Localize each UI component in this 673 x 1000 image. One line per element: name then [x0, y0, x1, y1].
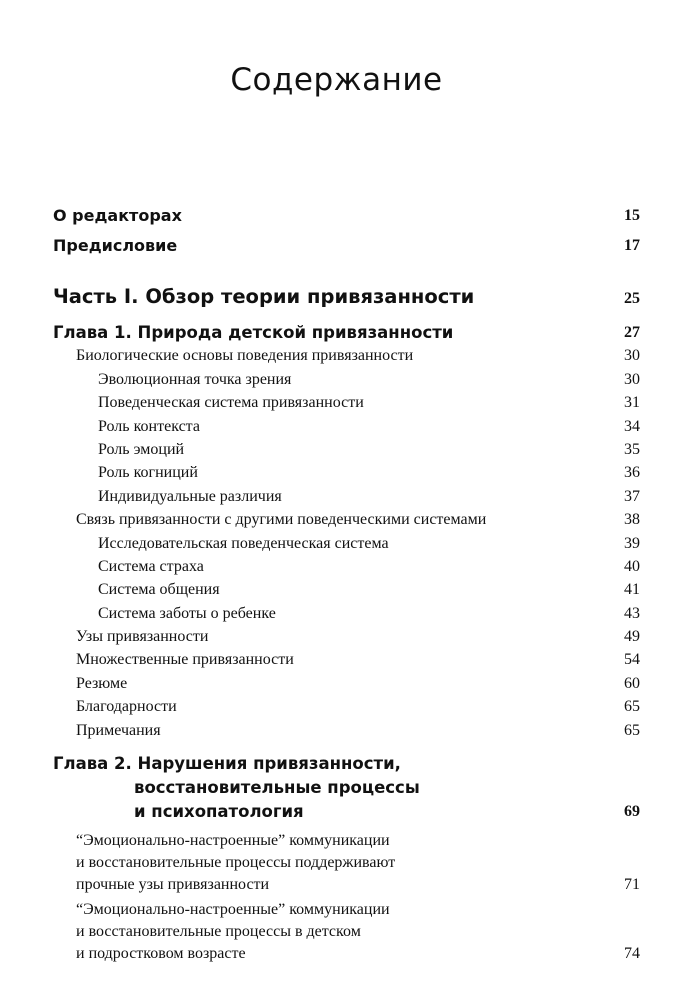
toc-page-number: 71 [624, 875, 640, 893]
toc-section-label: Множественные привязанности [76, 651, 294, 669]
toc-entry-label: О редакторах [53, 206, 182, 225]
toc-page-number: 54 [624, 651, 640, 669]
toc-subsection-label: Система страха [98, 557, 204, 575]
toc-page-number: 43 [624, 604, 640, 622]
toc-entry-preface[interactable] [53, 225, 640, 255]
toc-subsection-label: Эволюционная точка зрения [98, 370, 292, 388]
toc-page-number: 49 [624, 628, 640, 646]
toc-page-number: 65 [624, 698, 640, 716]
toc-section-label [76, 899, 390, 965]
toc-subsection-label: Индивидуальные различия [98, 487, 282, 505]
toc-section-label-line: “Эмоционально-настроенные” коммуникации [76, 831, 390, 849]
toc-section[interactable] [53, 669, 640, 692]
chapter-2-entries [53, 830, 640, 965]
toc-subsection[interactable] [53, 459, 640, 482]
toc-subsection-label: Роль эмоций [98, 440, 185, 458]
toc-section[interactable] [53, 506, 640, 529]
toc-page-number: 27 [624, 324, 640, 341]
toc-chapter-label [53, 752, 420, 824]
toc-page-number: 31 [624, 394, 640, 412]
toc-page-number: 34 [624, 417, 640, 435]
toc-page-number: 35 [624, 440, 640, 458]
toc-section[interactable] [53, 623, 640, 646]
toc-page-number: 65 [624, 721, 640, 739]
toc-subsection[interactable] [53, 482, 640, 505]
toc-section[interactable] [53, 830, 640, 896]
toc-section-label: Узы привязанности [76, 628, 209, 646]
toc-chapter-label-line: и психопатология [134, 801, 304, 821]
toc-section[interactable] [53, 693, 640, 716]
toc-section[interactable] [53, 342, 640, 365]
toc-subsection[interactable] [53, 529, 640, 552]
toc-subsection[interactable] [53, 389, 640, 412]
toc-section-label-line: и восстановительные процессы поддерживают [76, 853, 396, 871]
toc-subsection-label: Роль когниций [98, 464, 198, 482]
toc-page-number: 17 [624, 237, 640, 254]
toc-section-label [76, 830, 395, 896]
toc-subsection[interactable] [53, 599, 640, 622]
toc-chapter-label-line: Глава 2. Нарушения привязанности, [53, 753, 401, 773]
toc-page-number: 40 [624, 557, 640, 575]
toc-chapter-label-line: восстановительные процессы [134, 777, 420, 797]
toc-chapter-label: Глава 1. Природа детской привязанности [53, 323, 454, 342]
toc-section-label-line: и восстановительные процессы в детском [76, 922, 361, 940]
toc-section-label: Резюме [76, 674, 128, 692]
chapter-1-entries [53, 342, 640, 740]
toc-page-number: 69 [624, 802, 640, 820]
toc-section-label: Примечания [76, 721, 161, 739]
toc-page-number: 25 [624, 290, 640, 307]
toc-subsection[interactable] [53, 553, 640, 576]
toc-subsection[interactable] [53, 365, 640, 388]
toc-chapter-2[interactable] [53, 752, 640, 824]
toc-page-number: 15 [624, 207, 640, 224]
toc-part-label: Часть I. Обзор теории привязанности [53, 285, 475, 308]
toc-subsection[interactable] [53, 576, 640, 599]
toc-subsection-label: Исследовательская поведенческая система [98, 534, 389, 552]
toc-subsection-label: Роль контекста [98, 417, 200, 435]
toc-page-number: 39 [624, 534, 640, 552]
toc-page-number: 74 [624, 944, 640, 962]
toc-section-label-line: прочные узы привязанности [76, 875, 270, 893]
page-title: Содержание [230, 62, 443, 98]
table-of-contents [53, 195, 640, 965]
toc-page-number: 41 [624, 581, 640, 599]
toc-subsection[interactable] [53, 412, 640, 435]
toc-section[interactable] [53, 716, 640, 739]
toc-section-label-line: “Эмоционально-настроенные” коммуникации [76, 900, 390, 918]
toc-subsection-label: Система общения [98, 581, 220, 599]
toc-page-number: 38 [624, 511, 640, 529]
toc-subsection-label: Система заботы о ребенке [98, 604, 276, 622]
toc-section-label: Благодарности [76, 698, 177, 716]
toc-subsection-label: Поведенческая система привязанности [98, 394, 364, 412]
toc-entry-label: Предисловие [53, 236, 178, 255]
toc-section-label-line: и подростковом возрасте [76, 944, 246, 962]
toc-chapter-1[interactable] [53, 308, 640, 342]
toc-part-1[interactable] [53, 274, 640, 308]
toc-entry-editors[interactable] [53, 195, 640, 225]
toc-section[interactable] [53, 899, 640, 965]
toc-section[interactable] [53, 646, 640, 669]
toc-page-number: 30 [624, 370, 640, 388]
toc-page-number: 36 [624, 464, 640, 482]
toc-page-number: 60 [624, 674, 640, 692]
toc-section-label: Биологические основы поведения привязанности [76, 347, 414, 365]
toc-page-number: 37 [624, 487, 640, 505]
toc-section-label: Связь привязанности с другими поведенческими системами [76, 511, 487, 529]
toc-page-number: 30 [624, 347, 640, 365]
toc-subsection[interactable] [53, 436, 640, 459]
